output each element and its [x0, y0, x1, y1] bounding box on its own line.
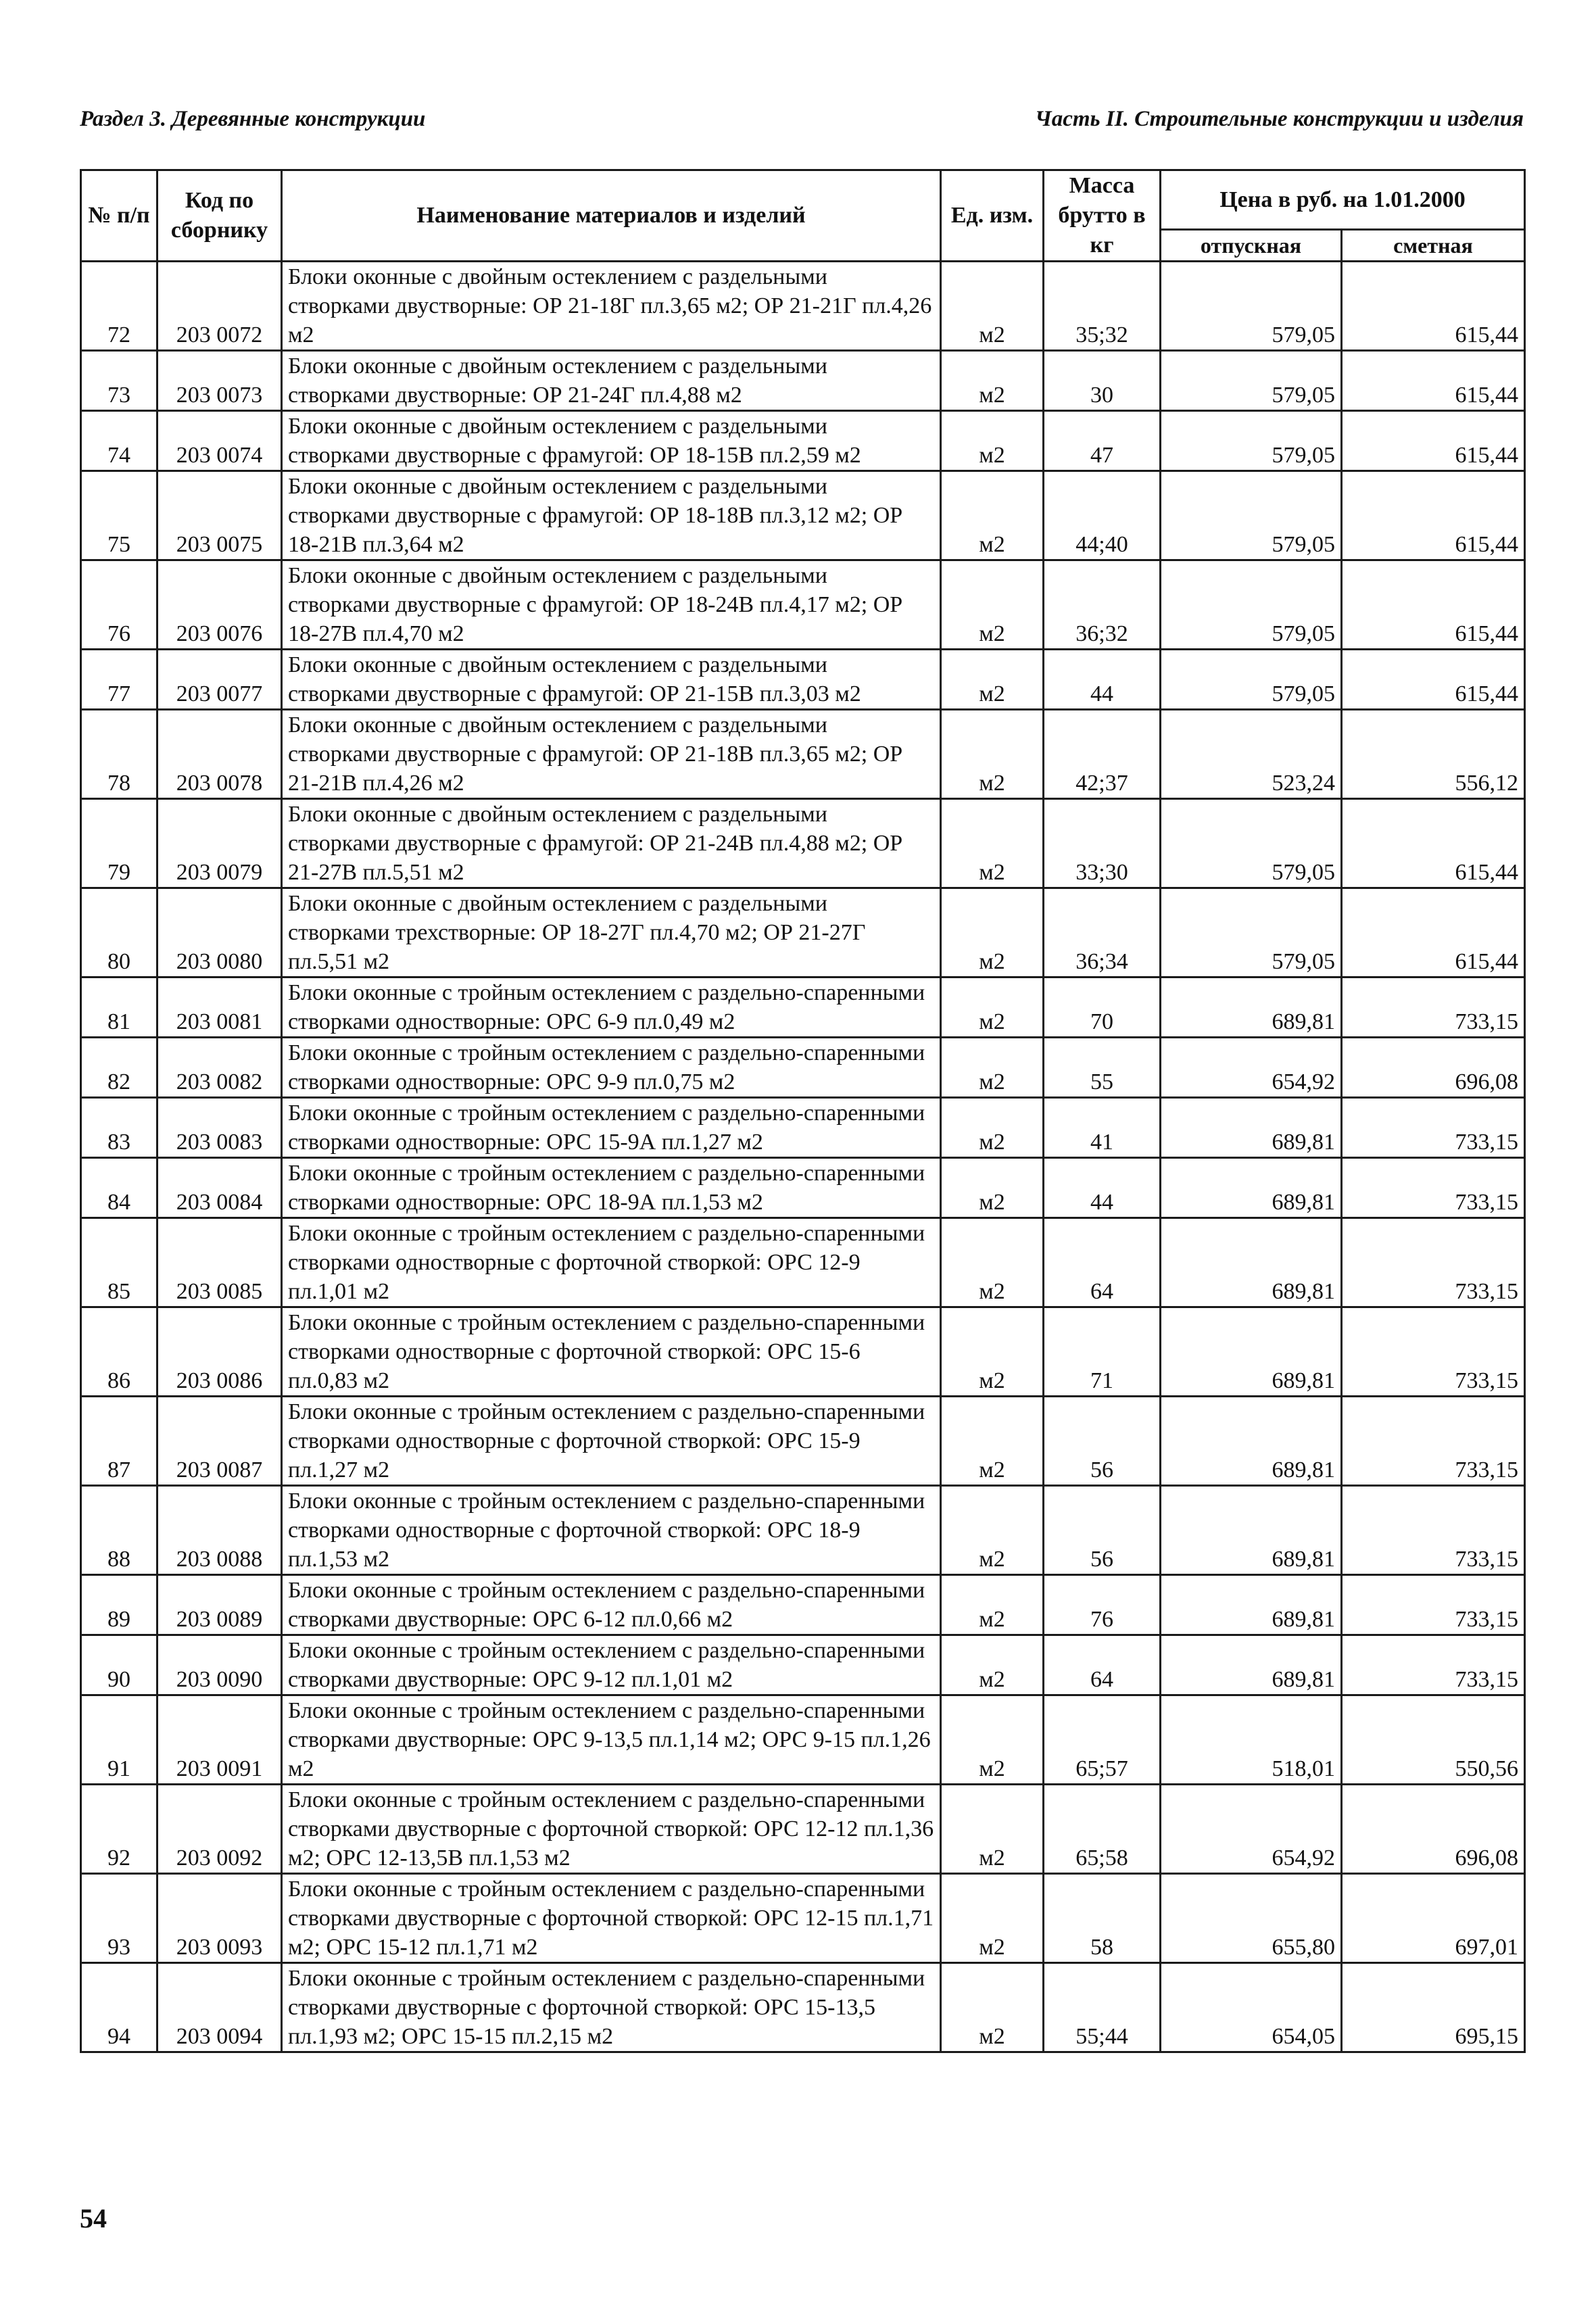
table-header-row — [81, 170, 1525, 230]
row-code: 203 0072 — [158, 262, 282, 351]
row-mass: 42;37 — [1044, 710, 1161, 799]
row-release-price: 579,05 — [1161, 351, 1342, 411]
row-number: 84 — [81, 1158, 158, 1218]
row-release-price: 689,81 — [1161, 1158, 1342, 1218]
row-mass: 71 — [1044, 1307, 1161, 1397]
row-release-price: 579,05 — [1161, 262, 1342, 351]
row-name: Блоки оконные с двойным остеклением с раздельными створками двустворные с фрамугой: ОР 21-18В пл.3,65 м2; ОР 21-21В пл.4,26 м2 — [282, 710, 941, 799]
row-estimate-price: 697,01 — [1342, 1874, 1525, 1963]
row-number: 77 — [81, 650, 158, 710]
row-unit: м2 — [941, 1038, 1044, 1098]
row-release-price: 579,05 — [1161, 888, 1342, 978]
table-row — [81, 1397, 1525, 1486]
row-estimate-price: 695,15 — [1342, 1963, 1525, 2052]
row-unit: м2 — [941, 262, 1044, 351]
table-row — [81, 650, 1525, 710]
table-row — [81, 1874, 1525, 1963]
row-code: 203 0090 — [158, 1635, 282, 1695]
row-mass: 44 — [1044, 1158, 1161, 1218]
row-number: 74 — [81, 411, 158, 471]
table-row — [81, 560, 1525, 650]
row-release-price: 689,81 — [1161, 1307, 1342, 1397]
row-unit: м2 — [941, 1635, 1044, 1695]
row-name: Блоки оконные с тройным остеклением с раздельно-спаренными створками одностворные: ОРС 6-9 пл.0,49 м2 — [282, 978, 941, 1038]
row-code: 203 0092 — [158, 1785, 282, 1874]
row-name: Блоки оконные с тройным остеклением с раздельно-спаренными створками двустворные с форточной створкой: ОРС 12-15 пл.1,71 м2; ОРС 15-12 пл.1,71 м2 — [282, 1874, 941, 1963]
row-estimate-price: 556,12 — [1342, 710, 1525, 799]
page-header — [80, 107, 1524, 141]
row-unit: м2 — [941, 1486, 1044, 1575]
row-unit: м2 — [941, 560, 1044, 650]
table-row — [81, 1098, 1525, 1158]
table-row — [81, 351, 1525, 411]
row-mass: 64 — [1044, 1218, 1161, 1307]
row-name: Блоки оконные с тройным остеклением с раздельно-спаренными створками одностворные: ОРС 15-9А пл.1,27 м2 — [282, 1098, 941, 1158]
row-unit: м2 — [941, 1963, 1044, 2052]
table-row — [81, 411, 1525, 471]
table-row — [81, 1695, 1525, 1785]
table-row — [81, 262, 1525, 351]
row-unit: м2 — [941, 1098, 1044, 1158]
row-unit: м2 — [941, 1785, 1044, 1874]
row-number: 78 — [81, 710, 158, 799]
row-release-price: 654,92 — [1161, 1785, 1342, 1874]
row-mass: 36;34 — [1044, 888, 1161, 978]
table-row — [81, 1785, 1525, 1874]
table-row — [81, 710, 1525, 799]
row-code: 203 0075 — [158, 471, 282, 560]
row-estimate-price: 615,44 — [1342, 560, 1525, 650]
row-number: 85 — [81, 1218, 158, 1307]
row-number: 87 — [81, 1397, 158, 1486]
row-number: 86 — [81, 1307, 158, 1397]
row-code: 203 0076 — [158, 560, 282, 650]
row-estimate-price: 733,15 — [1342, 1486, 1525, 1575]
table-body — [81, 262, 1525, 2052]
row-estimate-price: 615,44 — [1342, 888, 1525, 978]
row-estimate-price: 733,15 — [1342, 1098, 1525, 1158]
row-name: Блоки оконные с тройным остеклением с раздельно-спаренными створками двустворные с форточной створкой: ОРС 15-13,5 пл.1,93 м2; ОРС 15-15 пл.2,15 м2 — [282, 1963, 941, 2052]
row-estimate-price: 615,44 — [1342, 650, 1525, 710]
row-code: 203 0085 — [158, 1218, 282, 1307]
row-mass: 64 — [1044, 1635, 1161, 1695]
header-unit: Ед. изм. — [941, 170, 1044, 262]
header-estimate-price: сметная — [1342, 230, 1525, 262]
row-mass: 70 — [1044, 978, 1161, 1038]
row-unit: м2 — [941, 1575, 1044, 1635]
row-mass: 44;40 — [1044, 471, 1161, 560]
table-row — [81, 1486, 1525, 1575]
row-unit: м2 — [941, 411, 1044, 471]
row-estimate-price: 733,15 — [1342, 1307, 1525, 1397]
row-code: 203 0079 — [158, 799, 282, 888]
row-number: 79 — [81, 799, 158, 888]
row-mass: 65;57 — [1044, 1695, 1161, 1785]
row-name: Блоки оконные с тройным остеклением с раздельно-спаренными створками одностворные: ОРС 18-9А пл.1,53 м2 — [282, 1158, 941, 1218]
row-mass: 56 — [1044, 1397, 1161, 1486]
row-name: Блоки оконные с тройным остеклением с раздельно-спаренными створками одностворные с форточной створкой: ОРС 15-6 пл.0,83 м2 — [282, 1307, 941, 1397]
row-unit: м2 — [941, 351, 1044, 411]
row-code: 203 0091 — [158, 1695, 282, 1785]
row-mass: 47 — [1044, 411, 1161, 471]
row-name: Блоки оконные с тройным остеклением с раздельно-спаренными створками двустворные: ОРС 9-13,5 пл.1,14 м2; ОРС 9-15 пл.1,26 м2 — [282, 1695, 941, 1785]
row-number: 83 — [81, 1098, 158, 1158]
row-estimate-price: 733,15 — [1342, 1218, 1525, 1307]
row-code: 203 0089 — [158, 1575, 282, 1635]
row-release-price: 689,81 — [1161, 1486, 1342, 1575]
row-unit: м2 — [941, 1695, 1044, 1785]
row-mass: 30 — [1044, 351, 1161, 411]
row-release-price: 654,92 — [1161, 1038, 1342, 1098]
part-title: Часть II. Строительные конструкции и изделия — [1035, 107, 1524, 131]
row-name: Блоки оконные с двойным остеклением с раздельными створками трехстворные: ОР 18-27Г пл.4,70 м2; ОР 21-27Г пл.5,51 м2 — [282, 888, 941, 978]
row-number: 81 — [81, 978, 158, 1038]
row-number: 93 — [81, 1874, 158, 1963]
row-number: 80 — [81, 888, 158, 978]
section-title: Раздел 3. Деревянные конструкции — [80, 107, 426, 131]
row-number: 88 — [81, 1486, 158, 1575]
row-number: 73 — [81, 351, 158, 411]
table-row — [81, 1307, 1525, 1397]
row-mass: 44 — [1044, 650, 1161, 710]
row-release-price: 689,81 — [1161, 1098, 1342, 1158]
row-release-price: 579,05 — [1161, 411, 1342, 471]
table-row — [81, 799, 1525, 888]
row-name: Блоки оконные с двойным остеклением с раздельными створками двустворные с фрамугой: ОР 18-24В пл.4,17 м2; ОР 18-27В пл.4,70 м2 — [282, 560, 941, 650]
table-row — [81, 1963, 1525, 2052]
row-release-price: 579,05 — [1161, 471, 1342, 560]
row-estimate-price: 733,15 — [1342, 978, 1525, 1038]
row-code: 203 0082 — [158, 1038, 282, 1098]
table-row — [81, 978, 1525, 1038]
header-name: Наименование материалов и изделий — [282, 170, 941, 262]
table-row — [81, 1575, 1525, 1635]
row-release-price: 523,24 — [1161, 710, 1342, 799]
header-code: Код по сборнику — [158, 170, 282, 262]
row-code: 203 0094 — [158, 1963, 282, 2052]
row-name: Блоки оконные с тройным остеклением с раздельно-спаренными створками одностворные с форточной створкой: ОРС 12-9 пл.1,01 м2 — [282, 1218, 941, 1307]
row-code: 203 0073 — [158, 351, 282, 411]
header-release-price: отпускная — [1161, 230, 1342, 262]
table-row — [81, 1218, 1525, 1307]
row-estimate-price: 733,15 — [1342, 1158, 1525, 1218]
row-number: 90 — [81, 1635, 158, 1695]
row-name: Блоки оконные с двойным остеклением с раздельными створками двустворные с фрамугой: ОР 18-18В пл.3,12 м2; ОР 18-21В пл.3,64 м2 — [282, 471, 941, 560]
header-mass: Масса брутто в кг — [1044, 170, 1161, 262]
row-code: 203 0088 — [158, 1486, 282, 1575]
row-code: 203 0093 — [158, 1874, 282, 1963]
row-name: Блоки оконные с двойным остеклением с раздельными створками двустворные с фрамугой: ОР 21-24В пл.4,88 м2; ОР 21-27В пл.5,51 м2 — [282, 799, 941, 888]
row-code: 203 0080 — [158, 888, 282, 978]
row-release-price: 655,80 — [1161, 1874, 1342, 1963]
row-release-price: 579,05 — [1161, 799, 1342, 888]
row-unit: м2 — [941, 1397, 1044, 1486]
row-unit: м2 — [941, 471, 1044, 560]
row-unit: м2 — [941, 888, 1044, 978]
row-estimate-price: 615,44 — [1342, 262, 1525, 351]
row-name: Блоки оконные с тройным остеклением с раздельно-спаренными створками двустворные: ОРС 6-12 пл.0,66 м2 — [282, 1575, 941, 1635]
row-number: 92 — [81, 1785, 158, 1874]
row-code: 203 0083 — [158, 1098, 282, 1158]
table-row — [81, 888, 1525, 978]
row-unit: м2 — [941, 1158, 1044, 1218]
row-mass: 58 — [1044, 1874, 1161, 1963]
price-table — [80, 169, 1526, 2053]
row-estimate-price: 696,08 — [1342, 1785, 1525, 1874]
row-mass: 55 — [1044, 1038, 1161, 1098]
row-unit: м2 — [941, 978, 1044, 1038]
row-estimate-price: 615,44 — [1342, 471, 1525, 560]
row-code: 203 0074 — [158, 411, 282, 471]
row-name: Блоки оконные с тройным остеклением с раздельно-спаренными створками одностворные: ОРС 9-9 пл.0,75 м2 — [282, 1038, 941, 1098]
row-unit: м2 — [941, 799, 1044, 888]
row-estimate-price: 696,08 — [1342, 1038, 1525, 1098]
row-name: Блоки оконные с тройным остеклением с раздельно-спаренными створками одностворные с форточной створкой: ОРС 15-9 пл.1,27 м2 — [282, 1397, 941, 1486]
row-unit: м2 — [941, 1307, 1044, 1397]
row-number: 75 — [81, 471, 158, 560]
row-release-price: 654,05 — [1161, 1963, 1342, 2052]
table-row — [81, 1635, 1525, 1695]
row-code: 203 0086 — [158, 1307, 282, 1397]
row-estimate-price: 733,15 — [1342, 1635, 1525, 1695]
row-name: Блоки оконные с тройным остеклением с раздельно-спаренными створками двустворные с форточной створкой: ОРС 12-12 пл.1,36 м2; ОРС 12-13,5В пл.1,53 м2 — [282, 1785, 941, 1874]
row-mass: 35;32 — [1044, 262, 1161, 351]
row-mass: 76 — [1044, 1575, 1161, 1635]
row-code: 203 0084 — [158, 1158, 282, 1218]
row-release-price: 689,81 — [1161, 1218, 1342, 1307]
row-mass: 41 — [1044, 1098, 1161, 1158]
row-unit: м2 — [941, 1874, 1044, 1963]
table-row — [81, 471, 1525, 560]
row-estimate-price: 615,44 — [1342, 411, 1525, 471]
row-mass: 65;58 — [1044, 1785, 1161, 1874]
row-number: 94 — [81, 1963, 158, 2052]
row-estimate-price: 615,44 — [1342, 799, 1525, 888]
row-code: 203 0081 — [158, 978, 282, 1038]
row-name: Блоки оконные с двойным остеклением с раздельными створками двустворные: ОР 21-18Г пл.3,65 м2; ОР 21-21Г пл.4,26 м2 — [282, 262, 941, 351]
row-estimate-price: 615,44 — [1342, 351, 1525, 411]
page-number: 54 — [80, 2203, 107, 2234]
header-num: № п/п — [81, 170, 158, 262]
row-code: 203 0078 — [158, 710, 282, 799]
header-price-group: Цена в руб. на 1.01.2000 — [1161, 170, 1525, 230]
row-number: 82 — [81, 1038, 158, 1098]
table-row — [81, 1158, 1525, 1218]
row-mass: 36;32 — [1044, 560, 1161, 650]
row-release-price: 579,05 — [1161, 560, 1342, 650]
row-number: 89 — [81, 1575, 158, 1635]
row-unit: м2 — [941, 710, 1044, 799]
row-name: Блоки оконные с двойным остеклением с раздельными створками двустворные с фрамугой: ОР 21-15В пл.3,03 м2 — [282, 650, 941, 710]
row-name: Блоки оконные с двойным остеклением с раздельными створками двустворные с фрамугой: ОР 18-15В пл.2,59 м2 — [282, 411, 941, 471]
row-number: 72 — [81, 262, 158, 351]
row-number: 91 — [81, 1695, 158, 1785]
row-release-price: 689,81 — [1161, 1635, 1342, 1695]
row-estimate-price: 733,15 — [1342, 1397, 1525, 1486]
row-code: 203 0077 — [158, 650, 282, 710]
row-mass: 56 — [1044, 1486, 1161, 1575]
row-release-price: 689,81 — [1161, 1397, 1342, 1486]
row-name: Блоки оконные с тройным остеклением с раздельно-спаренными створками двустворные: ОРС 9-12 пл.1,01 м2 — [282, 1635, 941, 1695]
row-name: Блоки оконные с двойным остеклением с раздельными створками двустворные: ОР 21-24Г пл.4,88 м2 — [282, 351, 941, 411]
table-row — [81, 1038, 1525, 1098]
row-name: Блоки оконные с тройным остеклением с раздельно-спаренными створками одностворные с форточной створкой: ОРС 18-9 пл.1,53 м2 — [282, 1486, 941, 1575]
row-number: 76 — [81, 560, 158, 650]
row-unit: м2 — [941, 650, 1044, 710]
row-estimate-price: 550,56 — [1342, 1695, 1525, 1785]
row-release-price: 518,01 — [1161, 1695, 1342, 1785]
row-release-price: 689,81 — [1161, 1575, 1342, 1635]
row-release-price: 689,81 — [1161, 978, 1342, 1038]
row-mass: 55;44 — [1044, 1963, 1161, 2052]
row-code: 203 0087 — [158, 1397, 282, 1486]
row-mass: 33;30 — [1044, 799, 1161, 888]
row-release-price: 579,05 — [1161, 650, 1342, 710]
row-estimate-price: 733,15 — [1342, 1575, 1525, 1635]
row-unit: м2 — [941, 1218, 1044, 1307]
